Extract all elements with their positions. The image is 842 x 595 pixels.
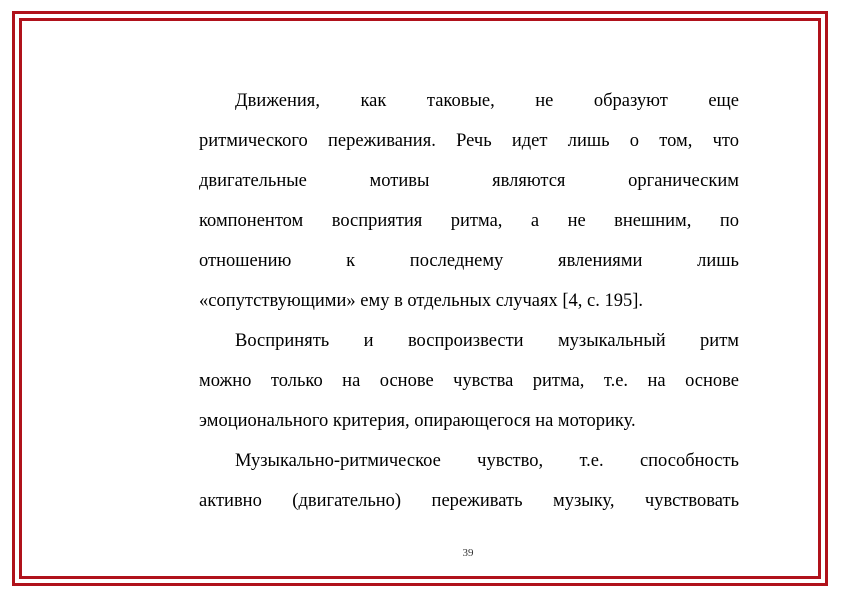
paragraph-1 <box>199 81 739 321</box>
document-body <box>199 81 739 521</box>
text-line: Воспринять и воспроизвести музыкальный ритм <box>235 331 739 351</box>
text-line: можно только на основе чувства ритма, т.е. на основе <box>199 371 739 391</box>
text-line: Движения, как таковые, не образуют еще <box>235 91 739 111</box>
page-number: 39 <box>462 547 474 559</box>
text-line: эмоционального критерия, опирающегося на моторику. <box>199 411 636 431</box>
text-line: отношению к последнему явлениями лишь <box>199 251 739 271</box>
text-line: ритмического переживания. Речь идет лишь о том, что <box>199 131 739 151</box>
text-line: активно (двигательно) переживать музыку, чувствовать <box>199 491 739 511</box>
text-line: Музыкально-ритмическое чувство, т.е. способность <box>235 451 739 471</box>
text-line: компонентом восприятия ритма, а не внешним, по <box>199 211 739 231</box>
text-line: «сопутствующими» ему в отдельных случаях [4, с. 195]. <box>199 291 644 311</box>
text-line: двигательные мотивы являются органическим <box>199 171 739 191</box>
paragraph-3 <box>199 441 739 521</box>
paragraph-2 <box>199 321 739 441</box>
